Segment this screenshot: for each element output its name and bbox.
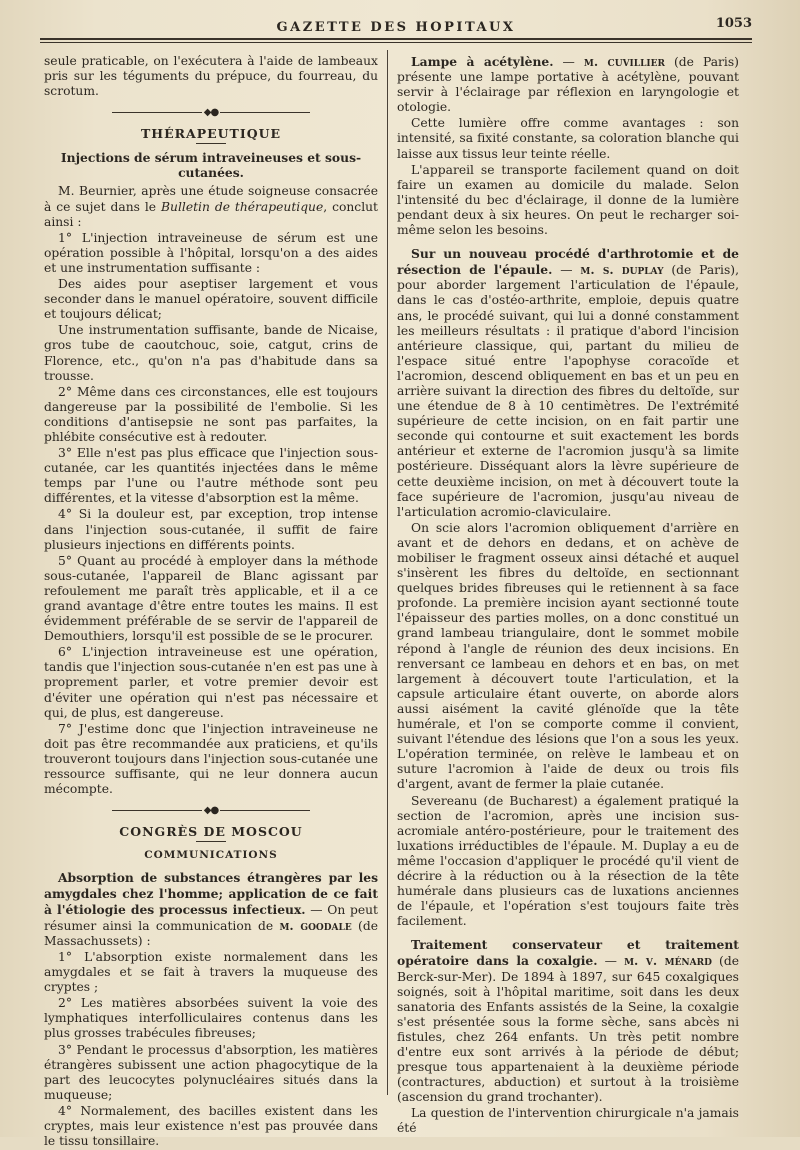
author-name: m. v. ménard — [624, 953, 712, 969]
journal-title: GAZETTE DES HOPITAUX — [276, 20, 516, 35]
paragraph: 6° L'injection intraveineuse est une opération, tandis que l'injection sous-cutanée n'en est pas une à proprement parler, et votre premier devoir est d'éviter une opération qui n'est pas nécessaire et qui, de plus, est dangereuse. — [44, 645, 378, 720]
paragraph: 2° Même dans ces circonstances, elle est toujours dangereuse par la possibilité de l'embolie. Si les conditions d'antisepsie ne sont pas parfaites, la phlébite consécutive est à redouter. — [44, 384, 378, 444]
article-title-arthrotomie: Sur un nouveau procédé d'arthrotomie et de résection de l'épaule. — [397, 246, 739, 278]
paragraph: L'appareil se transporte facilement quand on doit faire un examen au domicile du malade. Selon l'intensité du bec d'éclairage, il donne de la lumière pendant deux à six heures. On peut le recharger soi-même selon les besoins. — [397, 162, 739, 238]
ornament-separator: ◆● — [44, 105, 378, 120]
paragraph: La question de l'intervention chirurgicale n'a jamais été — [397, 1106, 739, 1136]
paragraph: Severeanu (de Bucharest) a également pratiqué la section de l'acromion, après une incision sus-acromiale antéro-postérieure, pour le traitement des luxations irréductibles de l'épaule. M. Duplay a eu de même l'occasion d'appliquer le procédé qu'il vient de décrire à la réduction ou à la résection de la tête humérale dans plusieurs cas de luxations anciennes de l'épaule, et l'opération s'est toujours faite très facilement. — [397, 793, 739, 929]
paragraph: Traitement conservateur et traitement opératoire dans la coxalgie. — m. v. ménard (de Berck-sur-Mer). De 1894 à 1897, sur 645 coxalgiques soignés, soit à l'hôpital maritime, soit dans les deux sanatoria des Enfants assistés de la Seine, la coxalgie s'est présentée sous la forme sèche, sans abcès ni fistules, chez 264 enfants. Un très petit nombre d'entre eux sont arrivés à la période de début; presque tous appartenaient à la deuxième période (contractures, abduction) et surtout à la troisième (ascension du grand trochanter). — [397, 937, 739, 1105]
paragraph: On scie alors l'acromion obliquement d'arrière en avant et de dehors en dedans, et on achève de mobiliser le fragment osseux ainsi détaché et auquel s'insèrent les fibres du deltoïde, en sectionnant quelques brides fibreuses qui le retiennent à sa face profonde. La première incision ayant sectionné toute l'épaisseur des parties molles, on a donc constitué un grand lambeau triangulaire, dont le sommet mobile répond à l'angle de réunion des deux incisions. En renversant ce lambeau en dehors et en bas, on met largement à découvert toute l'articulation, et la capsule articulaire étant ouverte, on aborde alors aussi aisément la cavité glénoïde que la tête humérale, et l'on se comporte comme il convient, suivant l'étendue des lésions que l'on a sous les yeux. L'opération terminée, on relève le lambeau et on suture l'acromion à l'aide de deux ou trois fils d'argent, avant de fermer la plaie cutanée. — [397, 520, 739, 792]
paragraph: 3° Pendant le processus d'absorption, les matières étrangères subissent une action phagocytique de la part des leucocytes polynucléaires situés dans la muqueuse; — [44, 1042, 378, 1102]
paragraph: 4° Si la douleur est, par exception, trop intense dans l'injection sous-cutanée, il suffit de faire plusieurs injections en différents points. — [44, 507, 378, 552]
author-name: m. cuvillier — [583, 54, 665, 69]
paragraph: Sur un nouveau procédé d'arthrotomie et de résection de l'épaule. — m. s. duplay (de Paris), pour aborder largement l'articulation de l'épaule, dans le cas d'ostéo-arthrite, emploie, depuis quatre ans, le procédé suivant, qui lui a donné constamment les meilleurs résultats : il pratique d'abord l'incision antérieure classique, qui, partant du milieu de l'espace situé entre l'apophyse coracoïde et l'acromion, descend obliquement en bas et un peu en arrière suivant la direction des fibres du deltoïde, sur une étendue de 8 à 10 centimètres. De l'extrémité supérieure de cette incision, on en fait partir une seconde qui contourne et suit exactement les bords antérieur et externe de l'acromion jusqu'à sa limite postérieure. Disséquant alors la lèvre supérieure de cette deuxième incision, on met à découvert toute la face supérieure de l'acromion, jusqu'au niveau de l'articulation acromio-claviculaire. — [397, 246, 740, 519]
ornament-separator: ◆● — [44, 803, 378, 818]
author-name: m. goodale — [279, 917, 352, 933]
article-title-injections: Injections de sérum intraveineuses et sous-cutanées. — [60, 150, 362, 181]
paragraph: 1° L'absorption existe normalement dans les amygdales et se fait à travers la muqueuse des cryptes ; — [44, 949, 378, 995]
article-title-coxalgie: Traitement conservateur et traitement opératoire dans la coxalgie. — [397, 937, 739, 969]
header-rule-thin — [40, 42, 752, 43]
paragraph: Des aides pour aseptiser largement et vous seconder dans le manuel opératoire, souvent difficile et toujours délicat; — [44, 277, 378, 322]
paragraph: 4° Normalement, des bacilles existent dans les cryptes, mais leur existence n'est pas prouvée dans le tissu tonsillaire. — [44, 1103, 378, 1149]
journal-reference: Bulletin de thérapeutique — [161, 199, 324, 214]
column-divider — [387, 50, 388, 1095]
short-rule — [196, 841, 226, 842]
left-column — [44, 54, 378, 1150]
section-title-therapeutique: THÉRAPEUTIQUE — [140, 126, 282, 142]
article-title-absorption: Absorption de substances étrangères par les amygdales chez l'homme; application de ce fait à l'étiologie des processus infectieux. — [44, 869, 378, 917]
paragraph: 3° Elle n'est pas plus efficace que l'injection sous-cutanée, car les quantités injectées dans le même temps par l'une ou l'autre méthode sont peu différentes, et la vitesse d'absorption est la même. — [44, 446, 378, 506]
paragraph: 2° Les matières absorbées suivent la voie des lymphatiques interfolliculaires contenus dans les plus grosses trabécules fibreuses; — [44, 996, 378, 1041]
section-subtitle-communications: COMMUNICATIONS — [144, 849, 278, 862]
paragraph: M. Beurnier, après une étude soigneuse consacrée à ce sujet dans le Bulletin de thérapeutique, conclut ainsi : — [44, 184, 378, 229]
paragraph: 7° J'estime donc que l'injection intraveineuse ne doit pas être recommandée aux praticiens, et qu'ils trouveront toujours dans l'injection sous-cutanée une ressource suffisante, qui ne leur donnera aucun mécompte. — [44, 721, 378, 797]
article-title-lampe: Lampe à acétylène. — [411, 54, 554, 69]
intro-paragraph: seule praticable, on l'exécutera à l'aide de lambeaux pris sur les téguments du prépuce, du fourreau, du scrotum. — [44, 54, 378, 99]
paragraph: Cette lumière offre comme avantages : son intensité, sa fixité constante, sa coloration blanche qui laisse aux tissus leur teinte réelle. — [397, 116, 739, 161]
paragraph: 5° Quant au procédé à employer dans la méthode sous-cutanée, l'appareil de Blanc agissant par refoulement me paraît très applicable, et il a ce grand avantage d'être entre toutes les mains. Il est évidemment préférable de se servir de l'appareil de Demouthiers, lorsqu'il est possible de se le procurer. — [44, 553, 378, 644]
author-name: m. s. duplay — [580, 262, 664, 278]
short-rule — [196, 143, 226, 144]
paragraph: Une instrumentation suffisante, bande de Nicaise, gros tube de caoutchouc, soie, catgut, crins de Florence, etc., qu'on n'a pas d'habitude dans sa trousse. — [44, 323, 378, 383]
paragraph: 1° L'injection intraveineuse de sérum est une opération possible à l'hôpital, lorsqu'on a des aides et une instrumentation suffisante : — [44, 230, 378, 275]
paragraph: Lampe à acétylène. — m. cuvillier (de Paris) présente une lampe portative à acétylène, pouvant servir à l'éclairage par réflexion en laryngologie et otologie. — [397, 54, 739, 115]
right-column — [397, 54, 739, 1138]
section-title-congres: CONGRÈS DE MOSCOU — [119, 824, 303, 840]
header-rule-thick — [40, 38, 752, 40]
paragraph: Absorption de substances étrangères par les amygdales chez l'homme; application de ce fait à l'étiologie des processus infectieux. — On peut résumer ainsi la communication de m. goodale (de Massachussets) : — [44, 869, 379, 948]
page-header — [40, 14, 752, 34]
page-number: 1053 — [715, 16, 752, 31]
